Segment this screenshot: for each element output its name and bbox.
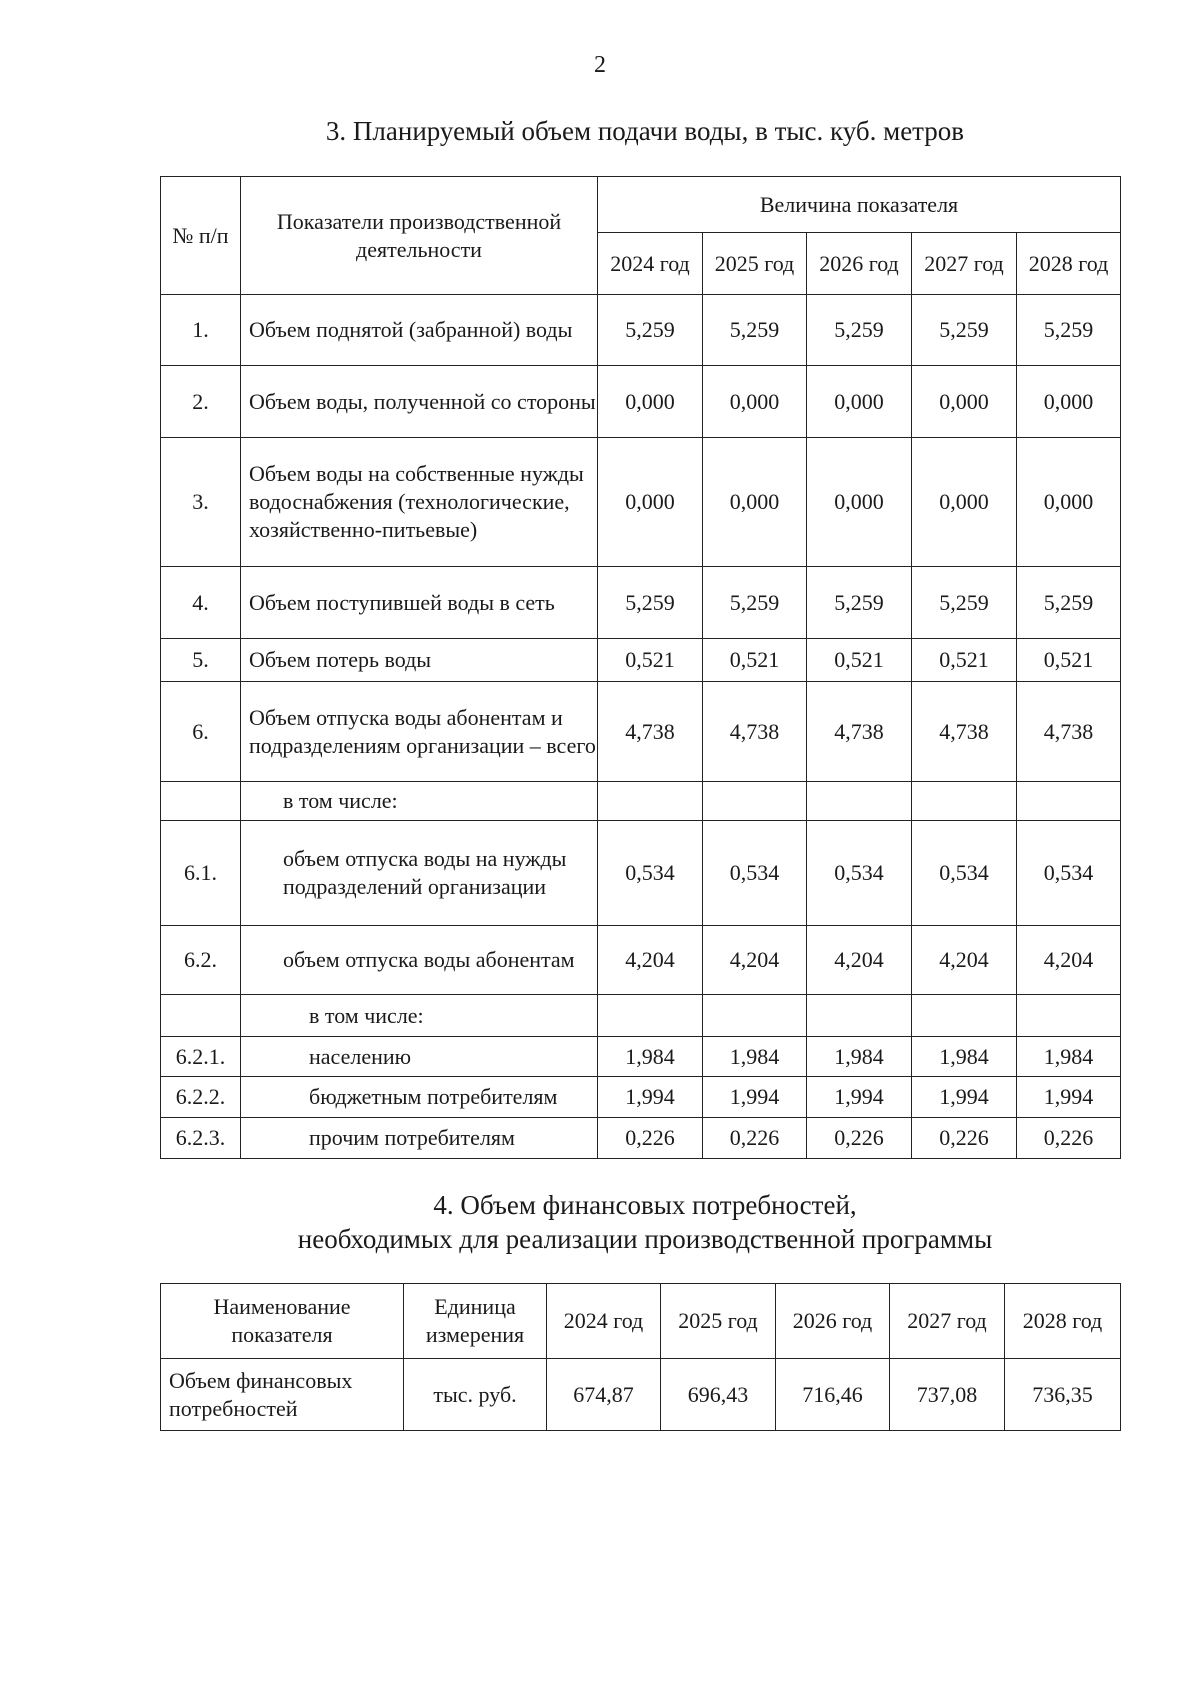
row-label: Объем отпуска воды абонентам и подразделениям организации – всего — [241, 682, 598, 782]
table-row — [161, 438, 1121, 567]
page-number: 2 — [594, 52, 606, 78]
header-value-group: Величина показателя — [598, 177, 1121, 233]
row-label: Объем финансовых потребностей — [161, 1359, 404, 1431]
section-4-title-line-2: необходимых для реализации производственной программы — [297, 1224, 993, 1254]
header-num: № п/п — [161, 177, 241, 295]
row-value: 0,521 — [703, 639, 807, 682]
row-value: 0,534 — [598, 821, 703, 926]
header-year: 2026 год — [776, 1284, 890, 1359]
row-num: 6. — [161, 682, 241, 782]
row-value — [1017, 782, 1121, 821]
financial-needs-table — [160, 1283, 1121, 1431]
row-num: 6.2.3. — [161, 1118, 241, 1159]
header-year: 2027 год — [912, 233, 1017, 295]
table-row — [161, 682, 1121, 782]
row-value — [807, 782, 912, 821]
table-row — [161, 567, 1121, 639]
header-year: 2025 год — [661, 1284, 776, 1359]
row-value: 4,738 — [703, 682, 807, 782]
section-4-title — [0, 1188, 1200, 1256]
row-value: 1,994 — [1017, 1077, 1121, 1118]
row-value: 0,000 — [1017, 366, 1121, 438]
section-4-title-line-1: 4. Объем финансовых потребностей, — [433, 1190, 857, 1220]
row-num: 6.2.1. — [161, 1037, 241, 1077]
row-label: в том числе: — [241, 995, 598, 1037]
row-value: 0,226 — [912, 1118, 1017, 1159]
row-value: 0,226 — [1017, 1118, 1121, 1159]
row-value: 5,259 — [1017, 295, 1121, 366]
row-num: 6.1. — [161, 821, 241, 926]
row-num: 6.2. — [161, 926, 241, 995]
row-value: 0,000 — [807, 438, 912, 567]
row-value: 0,226 — [703, 1118, 807, 1159]
row-value: 0,534 — [912, 821, 1017, 926]
row-value: 4,204 — [912, 926, 1017, 995]
row-value — [1017, 995, 1121, 1037]
row-value: 1,984 — [1017, 1037, 1121, 1077]
table-row — [161, 821, 1121, 926]
table-row — [161, 295, 1121, 366]
row-value: 4,738 — [1017, 682, 1121, 782]
row-value: 1,984 — [598, 1037, 703, 1077]
row-value: 0,534 — [1017, 821, 1121, 926]
row-label: Объем воды, полученной со стороны — [241, 366, 598, 438]
row-value: 5,259 — [703, 567, 807, 639]
row-label: Объем воды на собственные нужды водоснабжения (технологические, хозяйственно-питьевые) — [241, 438, 598, 567]
row-value — [598, 995, 703, 1037]
row-value — [703, 995, 807, 1037]
row-value: 0,000 — [912, 438, 1017, 567]
header-year: 2027 год — [890, 1284, 1005, 1359]
row-value — [912, 995, 1017, 1037]
row-label: Объем поступившей воды в сеть — [241, 567, 598, 639]
row-value: 737,08 — [890, 1359, 1005, 1431]
table-row — [161, 1037, 1121, 1077]
row-label: объем отпуска воды абонентам — [241, 926, 598, 995]
row-label: объем отпуска воды на нужды подразделений организации — [241, 821, 598, 926]
section-3-title: 3. Планируемый объем подачи воды, в тыс. куб. метров — [325, 116, 965, 146]
row-value: 4,738 — [912, 682, 1017, 782]
row-value: 4,204 — [807, 926, 912, 995]
row-value: 0,000 — [703, 366, 807, 438]
row-label: в том числе: — [241, 782, 598, 821]
row-unit: тыс. руб. — [404, 1359, 547, 1431]
table-row — [161, 926, 1121, 995]
row-num: 6.2.2. — [161, 1077, 241, 1118]
table-row — [161, 1118, 1121, 1159]
row-value: 1,994 — [912, 1077, 1017, 1118]
row-value: 1,994 — [703, 1077, 807, 1118]
header-year: 2026 год — [807, 233, 912, 295]
row-label: Объем потерь воды — [241, 639, 598, 682]
row-label: Объем поднятой (забранной) воды — [241, 295, 598, 366]
row-value: 674,87 — [547, 1359, 661, 1431]
row-value: 0,000 — [598, 366, 703, 438]
row-value: 0,226 — [598, 1118, 703, 1159]
row-value: 4,738 — [598, 682, 703, 782]
row-value: 0,534 — [703, 821, 807, 926]
row-value: 0,521 — [598, 639, 703, 682]
header-indicator: Показатели производственной деятельности — [241, 177, 598, 295]
row-value: 0,000 — [598, 438, 703, 567]
row-label: бюджетным потребителям — [241, 1077, 598, 1118]
table-row — [161, 995, 1121, 1037]
row-value: 1,984 — [703, 1037, 807, 1077]
row-value: 716,46 — [776, 1359, 890, 1431]
row-value: 5,259 — [807, 567, 912, 639]
header-year: 2024 год — [598, 233, 703, 295]
row-value — [807, 995, 912, 1037]
row-value: 5,259 — [807, 295, 912, 366]
row-value: 4,738 — [807, 682, 912, 782]
header-year: 2028 год — [1017, 233, 1121, 295]
row-value: 0,521 — [807, 639, 912, 682]
header-year: 2025 год — [703, 233, 807, 295]
header-year: 2028 год — [1005, 1284, 1121, 1359]
row-value: 0,534 — [807, 821, 912, 926]
row-value: 1,984 — [807, 1037, 912, 1077]
header-year: 2024 год — [547, 1284, 661, 1359]
row-value: 4,204 — [703, 926, 807, 995]
row-value: 736,35 — [1005, 1359, 1121, 1431]
row-label: населению — [241, 1037, 598, 1077]
row-value: 0,521 — [1017, 639, 1121, 682]
row-num: 5. — [161, 639, 241, 682]
row-num: 4. — [161, 567, 241, 639]
row-value: 0,226 — [807, 1118, 912, 1159]
row-value: 5,259 — [598, 295, 703, 366]
table-row — [161, 782, 1121, 821]
header-name: Наименование показателя — [161, 1284, 404, 1359]
row-value: 0,000 — [807, 366, 912, 438]
row-value: 5,259 — [912, 295, 1017, 366]
header-unit: Единица измерения — [404, 1284, 547, 1359]
row-value — [912, 782, 1017, 821]
row-value: 5,259 — [912, 567, 1017, 639]
row-value: 5,259 — [598, 567, 703, 639]
row-num: 3. — [161, 438, 241, 567]
row-value: 0,000 — [703, 438, 807, 567]
row-value — [703, 782, 807, 821]
row-label: прочим потребителям — [241, 1118, 598, 1159]
row-value: 1,984 — [912, 1037, 1017, 1077]
row-value: 696,43 — [661, 1359, 776, 1431]
row-value: 1,994 — [807, 1077, 912, 1118]
row-value: 5,259 — [1017, 567, 1121, 639]
row-value: 0,521 — [912, 639, 1017, 682]
water-supply-table — [160, 176, 1121, 1159]
row-value: 0,000 — [1017, 438, 1121, 567]
row-value: 1,994 — [598, 1077, 703, 1118]
row-num — [161, 995, 241, 1037]
table-row — [161, 1359, 1121, 1431]
row-num: 2. — [161, 366, 241, 438]
row-value — [598, 782, 703, 821]
row-value: 4,204 — [598, 926, 703, 995]
table-row — [161, 1077, 1121, 1118]
row-num: 1. — [161, 295, 241, 366]
row-num — [161, 782, 241, 821]
row-value: 4,204 — [1017, 926, 1121, 995]
table-row — [161, 366, 1121, 438]
row-value: 0,000 — [912, 366, 1017, 438]
table-row — [161, 639, 1121, 682]
row-value: 5,259 — [703, 295, 807, 366]
